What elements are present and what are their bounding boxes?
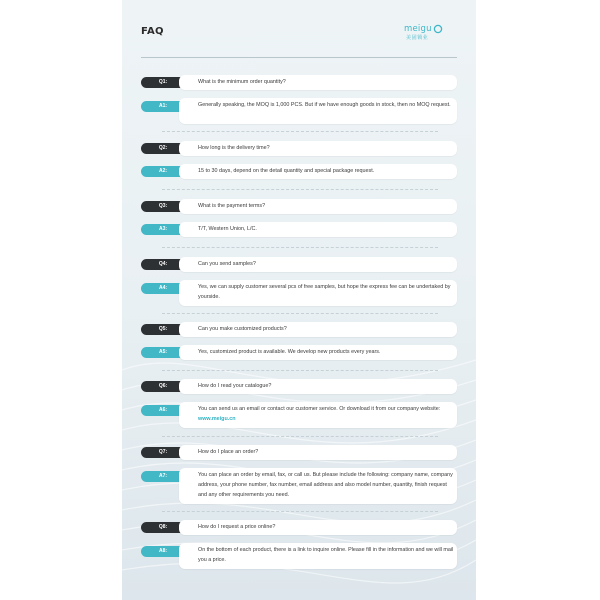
faq-list bbox=[122, 0, 476, 600]
answer-text: Yes, we can supply customer several pcs of free samples, but hope the express fee can be undertaked by yourside. bbox=[179, 280, 457, 306]
answer-badge: A4: bbox=[141, 283, 185, 294]
question-text: What is the payment terms? bbox=[179, 199, 457, 214]
answer-text-body: You can send us an email or contact our customer service. Or download it from our company website: bbox=[198, 406, 441, 412]
answer-text: Yes, customized product is available. We develop new products every years. bbox=[179, 345, 457, 360]
answer-badge: A3: bbox=[141, 224, 185, 235]
question-badge: Q4: bbox=[141, 259, 185, 270]
answer-text: T/T, Western Union, L/C. bbox=[179, 222, 457, 237]
question-badge: Q7: bbox=[141, 447, 185, 458]
question-badge: Q5: bbox=[141, 324, 185, 335]
logo-text: meigu bbox=[404, 24, 432, 34]
faq-divider bbox=[162, 511, 438, 512]
faq-divider bbox=[162, 189, 438, 190]
question-text: Can you make customized products? bbox=[179, 322, 457, 337]
faq-divider bbox=[162, 247, 438, 248]
question-text: How do I place an order? bbox=[179, 445, 457, 460]
faq-sheet bbox=[122, 0, 476, 600]
question-badge: Q6: bbox=[141, 381, 185, 392]
logo-subtext: 美固锁业 bbox=[406, 35, 429, 41]
answer-text: 15 to 30 days, depend on the detail quantity and special package request. bbox=[179, 164, 457, 179]
answer-badge: A8: bbox=[141, 546, 185, 557]
answer-text bbox=[179, 402, 457, 428]
answer-badge: A6: bbox=[141, 405, 185, 416]
answer-text: On the bottom of each product, there is a link to inquire online. Please fill in the information and we will mail you a price. bbox=[179, 543, 457, 569]
question-badge: Q2: bbox=[141, 143, 185, 154]
answer-badge: A7: bbox=[141, 471, 185, 482]
faq-divider bbox=[162, 436, 438, 437]
faq-divider bbox=[162, 370, 438, 371]
question-text: How do I read your catalogue? bbox=[179, 379, 457, 394]
question-badge: Q1: bbox=[141, 77, 185, 88]
answer-badge: A2: bbox=[141, 166, 185, 177]
faq-divider bbox=[162, 131, 438, 132]
page-title: FAQ bbox=[141, 26, 164, 37]
faq-divider bbox=[162, 313, 438, 314]
answer-badge: A1: bbox=[141, 101, 185, 112]
answer-text: You can place an order by email, fax, or call us. But please include the following: company name, company address, your phone number, fax number, email address and also model number, quantity, finish request and any other requirements you need. bbox=[179, 468, 457, 504]
question-badge: Q8: bbox=[141, 522, 185, 533]
question-text: How long is the delivery time? bbox=[179, 141, 457, 156]
question-text: How do I request a price online? bbox=[179, 520, 457, 535]
question-text: Can you send samples? bbox=[179, 257, 457, 272]
question-badge: Q3: bbox=[141, 201, 185, 212]
company-website-link[interactable]: www.meigu.cn bbox=[198, 416, 236, 422]
answer-text: Generally speaking, the MOQ is 1,000 PCS. But if we have enough goods in stock, then no MOQ request. bbox=[179, 98, 457, 124]
answer-badge: A5: bbox=[141, 347, 185, 358]
question-text: What is the minimum order quantity? bbox=[179, 75, 457, 90]
